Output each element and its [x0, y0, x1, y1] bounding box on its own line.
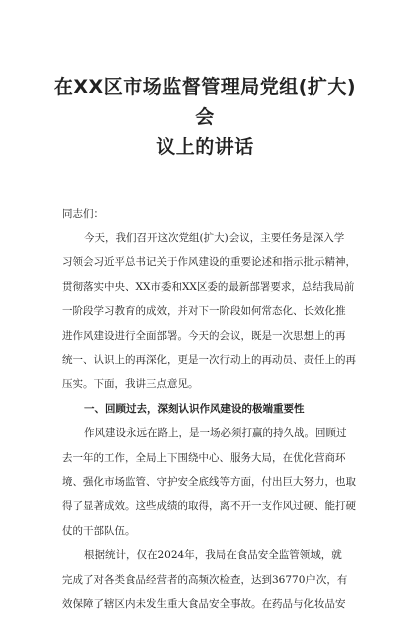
text-line: 贯彻落实中央、XX市委和XX区委的最新部署要求，总结我局前 — [62, 280, 355, 293]
text-line: 作风建设永远在路上，是一场必须打赢的持久战。回顾过 — [84, 427, 347, 440]
body-paragraph — [62, 421, 358, 543]
document-title — [52, 72, 358, 162]
text-line: 进作风建设进行全面部署。今天的会议，既是一次思想上的再 — [62, 329, 346, 342]
text-line: 压实。下面，我讲三点意见。 — [62, 378, 199, 391]
text-line: 得了显著成效。这些成绩的取得，离不开一支作风过硬、能打硬 — [62, 500, 356, 513]
text-line: 去一年的工作，全局上下围绕中心、服务大局，在优化营商环 — [62, 451, 346, 464]
title-line-2: 议上的讲话 — [156, 136, 254, 158]
text-line: 习领会习近平总书记关于作风建设的重要论述和指示批示精神， — [62, 256, 356, 269]
text-line: 境、强化市场监管、守护安全底线等方面，付出巨大努力，也取 — [62, 476, 356, 489]
text-line: 今天，我们召开这次党组(扩大)会议，主要任务是深入学 — [84, 232, 345, 244]
text-line: 仗的干部队伍。 — [62, 524, 136, 537]
section-heading: 一、回顾过去，深刻认识作风建设的极端重要性 — [84, 402, 305, 415]
intro-paragraph — [62, 226, 358, 397]
text-line: 统一、认识上的再深化，更是一次行动上的再动员、责任上的再 — [62, 354, 356, 367]
salutation: 同志们： — [62, 208, 104, 220]
text-line: 根据统计，仅在2024年，我局在食品安全监管领域，就 — [84, 549, 342, 562]
text-line: 效保障了辖区内未发生重大食品安全事故。在药品与化妆品安 — [62, 598, 346, 611]
title-line-1: 在XX区市场监督管理局党组(扩大)会 — [53, 76, 357, 128]
text-line: 一阶段学习教育的成效，并对下一阶段如何常态化、长效化推 — [62, 305, 346, 318]
text-line: 完成了对各类食品经营者的高频次检查，达到36770户次，有 — [62, 573, 348, 586]
